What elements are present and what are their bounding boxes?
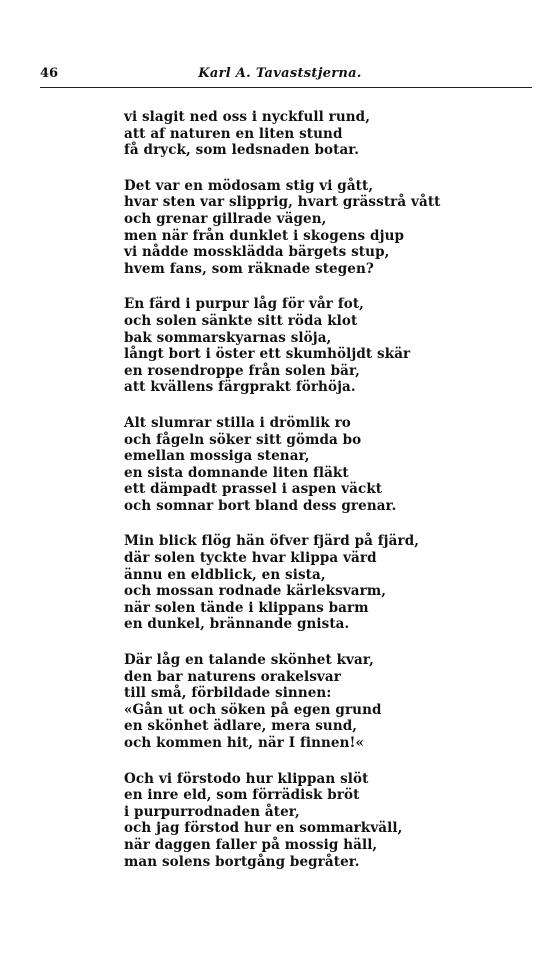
page-header bbox=[40, 66, 520, 84]
poem-line: en sista domnande liten fläkt bbox=[124, 464, 349, 481]
poem-line: i purpurrodnaden åter, bbox=[124, 803, 300, 820]
header-rule bbox=[40, 87, 532, 88]
poem-line: att af naturen en liten stund bbox=[124, 125, 343, 142]
poem-line: Där låg en talande skönhet kvar, bbox=[124, 652, 374, 669]
poem-line: hvar sten var slipprig, hvart grässtrå vått bbox=[124, 194, 441, 211]
poem-line: där solen tyckte hvar klippa värd bbox=[124, 550, 377, 567]
running-title: Karl A. Tavaststjerna. bbox=[198, 66, 362, 81]
poem-line: Min blick flög hän öfver fjärd på fjärd, bbox=[124, 533, 420, 550]
poem-line: och mossan rodnade kärleksvarm, bbox=[124, 583, 387, 600]
poem-line: emellan mossiga stenar, bbox=[124, 448, 310, 465]
poem-line: ett dämpadt prassel i aspen väckt bbox=[124, 481, 383, 498]
stanza-4 bbox=[124, 415, 544, 515]
poem-line: Och vi förstodo hur klippan slöt bbox=[124, 770, 369, 787]
poem-line: Alt slumrar stilla i drömlik ro bbox=[124, 414, 351, 431]
stanza-3 bbox=[124, 296, 544, 396]
poem-line: och jag förstod hur en sommarkväll, bbox=[124, 820, 403, 837]
poem-line: och grenar gillrade vägen, bbox=[124, 210, 327, 227]
poem-line: hvem fans, som räknade stegen? bbox=[124, 260, 374, 277]
poem-line: och somnar bort bland dess grenar. bbox=[124, 497, 397, 514]
poem-line: att kvällens färgprakt förhöja. bbox=[124, 379, 356, 396]
poem-line: ännu en eldblick, en sista, bbox=[124, 566, 326, 583]
page-number: 46 bbox=[40, 66, 59, 81]
stanza-6 bbox=[124, 652, 544, 752]
poem-line: och kommen hit, när I finnen!« bbox=[124, 735, 365, 751]
poem-line: till små, förbildade sinnen: bbox=[124, 685, 332, 702]
poem-line: vi slagit ned oss i nyckfull rund, bbox=[124, 109, 371, 125]
poem-body bbox=[124, 109, 544, 889]
poem-line: Det var en mödosam stig vi gått, bbox=[124, 177, 374, 194]
poem-line: få dryck, som ledsnaden botar. bbox=[124, 142, 360, 159]
poem-line: en dunkel, brännande gnista. bbox=[124, 616, 350, 633]
poem-line: när solen tände i klippans barm bbox=[124, 599, 369, 616]
stanza-5 bbox=[124, 533, 544, 633]
stanza-7 bbox=[124, 771, 544, 871]
poem-line: när daggen faller på mossig häll, bbox=[124, 836, 378, 853]
poem-line: En färd i purpur låg för vår fot, bbox=[124, 296, 364, 313]
poem-line: men när från dunklet i skogens djup bbox=[124, 227, 405, 244]
poem-line: «Gån ut och söken på egen grund bbox=[124, 701, 382, 718]
stanza-2 bbox=[124, 178, 544, 278]
poem-line: en inre eld, som förrädisk bröt bbox=[124, 787, 360, 804]
poem-line: långt bort i öster ett skumhöljdt skär bbox=[124, 346, 411, 363]
poem-line: bak sommarskyarnas slöja, bbox=[124, 329, 332, 346]
poem-line: vi nådde mossklädda bärgets stup, bbox=[124, 244, 390, 261]
poem-line: och solen sänkte sitt röda klot bbox=[124, 312, 358, 329]
poem-line: den bar naturens orakelsvar bbox=[124, 668, 341, 685]
poem-line: en skönhet ädlare, mera sund, bbox=[124, 718, 358, 735]
poem-line: man solens bortgång begråter. bbox=[124, 853, 360, 870]
poem-line: en rosendroppe från solen bär, bbox=[124, 362, 360, 379]
poem-line: och fågeln söker sitt gömda bo bbox=[124, 431, 362, 448]
stanza-1 bbox=[124, 109, 544, 159]
